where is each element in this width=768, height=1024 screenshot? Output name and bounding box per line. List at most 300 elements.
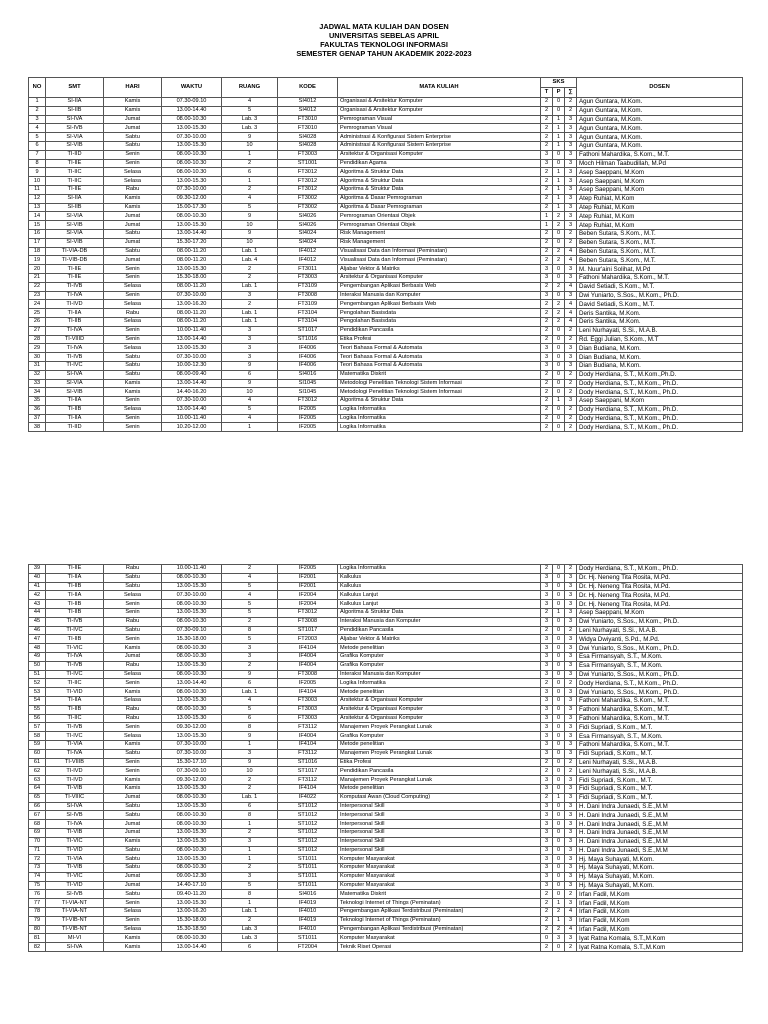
- cell-dosen: Dwi Yuniarto, S.Sos., M.Kom., Ph.D.: [577, 670, 743, 679]
- cell-mata-kuliah: Interpersonal Skill: [338, 820, 541, 829]
- cell-waktu: 08.00-10.30: [162, 652, 222, 661]
- cell-smt: TI-IVC: [46, 732, 104, 741]
- cell-sks-p: 2: [553, 247, 565, 256]
- cell-no: 51: [29, 670, 46, 679]
- cell-dosen: Irfan Fadil, M.Kom: [577, 899, 743, 908]
- cell-sks-t: 2: [541, 326, 553, 335]
- cell-sks-p: 2: [553, 282, 565, 291]
- table-row: [29, 282, 743, 291]
- cell-dosen: Fathoni Mahardika, S.Kom., M.T.: [577, 696, 743, 705]
- cell-dosen: Rd. Eggi Julian, S.Kom., M.T: [577, 335, 743, 344]
- cell-sks-p: 0: [553, 617, 565, 626]
- cell-kode: IF4010: [278, 925, 338, 934]
- cell-dosen: Beben Sutara, S.Kom., M.T.: [577, 247, 743, 256]
- cell-sks-t: 3: [541, 864, 553, 873]
- cell-kode: FT3008: [278, 617, 338, 626]
- header-university: UNIVERSITAS SEBELAS APRIL: [328, 31, 440, 40]
- cell-ruang: 4: [222, 696, 278, 705]
- cell-sks-p: 2: [553, 908, 565, 917]
- cell-sks-p: 3: [553, 934, 565, 943]
- cell-mata-kuliah: Administrasi & Konfigurasi Sistem Enterprise: [338, 141, 541, 150]
- cell-hari: Selasa: [104, 282, 162, 291]
- cell-sks-p: 0: [553, 661, 565, 670]
- table-row: [29, 679, 743, 688]
- cell-dosen: Hj. Maya Suhayati, M.Kom.: [577, 864, 743, 873]
- cell-sks-sum: 3: [565, 273, 577, 282]
- cell-kode: FT3012: [278, 168, 338, 177]
- cell-mata-kuliah: Teknik Riset Operasi: [338, 943, 541, 952]
- cell-no: 62: [29, 767, 46, 776]
- cell-sks-p: 0: [553, 291, 565, 300]
- table-row: [29, 300, 743, 309]
- cell-waktu: 09.00-12.30: [162, 872, 222, 881]
- cell-sks-t: 3: [541, 344, 553, 353]
- cell-dosen: Irfan Fadil, M.Kom: [577, 916, 743, 925]
- cell-sks-t: 2: [541, 908, 553, 917]
- cell-sks-p: 1: [553, 177, 565, 186]
- cell-waktu: 13.00-15.30: [162, 828, 222, 837]
- cell-ruang: 9: [222, 133, 278, 142]
- cell-sks-p: 0: [553, 837, 565, 846]
- cell-no: 10: [29, 177, 46, 186]
- cell-smt: TI-IIE: [46, 265, 104, 274]
- cell-waktu: 10.00-11.40: [162, 414, 222, 423]
- cell-sks-p: 1: [553, 133, 565, 142]
- document-header: [0, 22, 768, 58]
- table-row: [29, 635, 743, 644]
- cell-no: 34: [29, 388, 46, 397]
- cell-sks-sum: 2: [565, 758, 577, 767]
- table-row: [29, 899, 743, 908]
- cell-mata-kuliah: Kalkulus Lanjut: [338, 600, 541, 609]
- table-row: [29, 890, 743, 899]
- table-row: [29, 688, 743, 697]
- cell-kode: SI1045: [278, 388, 338, 397]
- cell-sks-sum: 4: [565, 300, 577, 309]
- cell-sks-t: 3: [541, 273, 553, 282]
- cell-dosen: Irfan Fadil, M.Kom: [577, 890, 743, 899]
- cell-hari: Selasa: [104, 925, 162, 934]
- cell-smt: TI-VIA: [46, 740, 104, 749]
- cell-ruang: 4: [222, 98, 278, 107]
- cell-sks-sum: 3: [565, 740, 577, 749]
- cell-sks-sum: 3: [565, 855, 577, 864]
- cell-kode: IF2001: [278, 582, 338, 591]
- cell-no: 61: [29, 758, 46, 767]
- cell-waktu: 08.00-10.30: [162, 864, 222, 873]
- cell-no: 46: [29, 626, 46, 635]
- cell-smt: MI-VI: [46, 934, 104, 943]
- cell-sks-t: 2: [541, 335, 553, 344]
- table-row: [29, 397, 743, 406]
- cell-no: 47: [29, 635, 46, 644]
- cell-sks-sum: 3: [565, 133, 577, 142]
- cell-smt: TI-IVB: [46, 617, 104, 626]
- cell-mata-kuliah: Teknologi Internet of Things (Peminatan): [338, 899, 541, 908]
- cell-waktu: 08.00-10.30: [162, 212, 222, 221]
- cell-mata-kuliah: Pendidikan Pancasila: [338, 326, 541, 335]
- cell-sks-sum: 2: [565, 767, 577, 776]
- cell-kode: IF4006: [278, 353, 338, 362]
- cell-smt: TI-IVB: [46, 282, 104, 291]
- cell-no: 66: [29, 802, 46, 811]
- table-row: [29, 177, 743, 186]
- cell-waktu: 13.00-15.30: [162, 608, 222, 617]
- cell-ruang: 8: [222, 723, 278, 732]
- cell-no: 50: [29, 661, 46, 670]
- cell-ruang: 3: [222, 335, 278, 344]
- cell-ruang: 3: [222, 353, 278, 362]
- cell-sks-sum: 3: [565, 221, 577, 230]
- cell-waktu: 07.30-10.00: [162, 591, 222, 600]
- cell-sks-t: 2: [541, 793, 553, 802]
- cell-dosen: Dody Herdiana, S.T., M.Kom., Ph.D.: [577, 423, 743, 432]
- cell-no: 76: [29, 890, 46, 899]
- cell-dosen: Dr. Hj. Neneng Tita Rosita, M.Pd.: [577, 591, 743, 600]
- table-row: [29, 124, 743, 133]
- cell-dosen: Fathoni Mahardika, S.Kom., M.T.: [577, 740, 743, 749]
- cell-smt: TI-VIC: [46, 644, 104, 653]
- cell-sks-t: 2: [541, 423, 553, 432]
- cell-hari: Senin: [104, 916, 162, 925]
- cell-kode: FT3112: [278, 776, 338, 785]
- cell-sks-t: 3: [541, 696, 553, 705]
- cell-smt: TI-VIIIC: [46, 793, 104, 802]
- cell-mata-kuliah: Pemrograman Visual: [338, 124, 541, 133]
- cell-smt: SI-IVA: [46, 802, 104, 811]
- cell-dosen: Beben Sutara, S.Kom., M.T.: [577, 229, 743, 238]
- cell-sks-sum: 3: [565, 573, 577, 582]
- cell-sks-sum: 3: [565, 600, 577, 609]
- cell-waktu: 13.00-16.20: [162, 908, 222, 917]
- cell-sks-t: 2: [541, 890, 553, 899]
- cell-kode: FT2003: [278, 635, 338, 644]
- cell-ruang: 2: [222, 300, 278, 309]
- cell-dosen: Dwi Yuniarto, S.Sos., M.Kom., Ph.D.: [577, 688, 743, 697]
- cell-hari: Jumat: [104, 652, 162, 661]
- cell-dosen: Asep Saeppani, M.Kom: [577, 185, 743, 194]
- cell-kode: ST1012: [278, 828, 338, 837]
- cell-waktu: 08.00-10.30: [162, 644, 222, 653]
- cell-sks-p: 0: [553, 573, 565, 582]
- cell-waktu: 07.30-09.10: [162, 626, 222, 635]
- cell-smt: TI-VIB: [46, 828, 104, 837]
- cell-ruang: 4: [222, 194, 278, 203]
- cell-mata-kuliah: Pengolahan Basisdata: [338, 309, 541, 318]
- cell-kode: ST1012: [278, 820, 338, 829]
- cell-sks-t: 2: [541, 388, 553, 397]
- cell-smt: TI-VIB-NT: [46, 925, 104, 934]
- cell-sks-sum: 3: [565, 159, 577, 168]
- cell-sks-sum: 4: [565, 282, 577, 291]
- cell-dosen: M. Nuur'aini Solihat, M.Pd: [577, 265, 743, 274]
- cell-ruang: 1: [222, 899, 278, 908]
- cell-no: 69: [29, 828, 46, 837]
- cell-smt: SI-VIA: [46, 379, 104, 388]
- cell-smt: TI-IVA: [46, 344, 104, 353]
- cell-sks-p: 0: [553, 811, 565, 820]
- cell-kode: IF2004: [278, 600, 338, 609]
- cell-ruang: 1: [222, 150, 278, 159]
- cell-mata-kuliah: Interaksi Manusia dan Komputer: [338, 291, 541, 300]
- table-row: [29, 661, 743, 670]
- cell-smt: SI-IVA: [46, 943, 104, 952]
- cell-smt: TI-IVA: [46, 291, 104, 300]
- cell-sks-sum: 2: [565, 98, 577, 107]
- cell-mata-kuliah: Pendidikan Pancasila: [338, 626, 541, 635]
- cell-no: 14: [29, 212, 46, 221]
- cell-hari: Kamis: [104, 98, 162, 107]
- cell-mata-kuliah: Visualisasi Data dan Informasi (Peminatan): [338, 256, 541, 265]
- cell-hari: Senin: [104, 273, 162, 282]
- cell-hari: Rabu: [104, 714, 162, 723]
- cell-dosen: Esa Firmansyah, S.T., M.Kom.: [577, 652, 743, 661]
- cell-hari: Rabu: [104, 705, 162, 714]
- cell-no: 15: [29, 221, 46, 230]
- cell-no: 1: [29, 98, 46, 107]
- cell-kode: IF2004: [278, 591, 338, 600]
- cell-hari: Sabtu: [104, 353, 162, 362]
- cell-mata-kuliah: Teori Bahasa Formal & Automata: [338, 344, 541, 353]
- cell-sks-p: 0: [553, 635, 565, 644]
- cell-waktu: 15.30-18.00: [162, 916, 222, 925]
- cell-sks-sum: 3: [565, 644, 577, 653]
- cell-waktu: 08.00-09.40: [162, 370, 222, 379]
- cell-ruang: 2: [222, 185, 278, 194]
- cell-dosen: Asep Saeppani, M.Kom: [577, 177, 743, 186]
- cell-smt: TI-IIC: [46, 679, 104, 688]
- cell-kode: SI4024: [278, 229, 338, 238]
- cell-mata-kuliah: Manajemen Proyek Perangkat Lunak: [338, 749, 541, 758]
- cell-smt: TI-IVA: [46, 820, 104, 829]
- table-row: [29, 608, 743, 617]
- cell-hari: Sabtu: [104, 573, 162, 582]
- cell-waktu: 10.20-12.00: [162, 423, 222, 432]
- cell-sks-t: 2: [541, 758, 553, 767]
- cell-sks-sum: 2: [565, 423, 577, 432]
- cell-sks-t: 2: [541, 916, 553, 925]
- cell-smt: SI-IIB: [46, 203, 104, 212]
- cell-ruang: 5: [222, 582, 278, 591]
- cell-ruang: 3: [222, 749, 278, 758]
- cell-ruang: 2: [222, 565, 278, 574]
- cell-sks-p: 1: [553, 124, 565, 133]
- cell-sks-p: 2: [553, 317, 565, 326]
- table-row: [29, 811, 743, 820]
- cell-hari: Jumat: [104, 820, 162, 829]
- cell-sks-sum: 3: [565, 793, 577, 802]
- cell-mata-kuliah: Kalkulus Lanjut: [338, 591, 541, 600]
- table-row: [29, 273, 743, 282]
- cell-mata-kuliah: Pengembangan Aplikasi Berbasis Web: [338, 282, 541, 291]
- cell-sks-sum: 4: [565, 925, 577, 934]
- cell-sks-sum: 2: [565, 335, 577, 344]
- cell-hari: Kamis: [104, 194, 162, 203]
- cell-no: 82: [29, 943, 46, 952]
- cell-dosen: Atep Ruhiat, M.Kom: [577, 194, 743, 203]
- cell-waktu: 08.00-10.30: [162, 793, 222, 802]
- cell-smt: TI-IIB: [46, 582, 104, 591]
- cell-mata-kuliah: Arsitektur & Organisasi Komputer: [338, 714, 541, 723]
- cell-waktu: 10.00-12.30: [162, 361, 222, 370]
- cell-mata-kuliah: Logika Informatika: [338, 405, 541, 414]
- cell-mata-kuliah: Pengolahan Basisdata: [338, 317, 541, 326]
- cell-waktu: 13.00-15.30: [162, 124, 222, 133]
- cell-sks-sum: 3: [565, 168, 577, 177]
- cell-sks-sum: 3: [565, 784, 577, 793]
- cell-dosen: Asep Saeppani, M.Kom: [577, 397, 743, 406]
- cell-mata-kuliah: Grafika Komputer: [338, 732, 541, 741]
- cell-waktu: 15.30-18.00: [162, 273, 222, 282]
- cell-no: 32: [29, 370, 46, 379]
- cell-sks-p: 0: [553, 740, 565, 749]
- cell-waktu: 07.30-10.00: [162, 749, 222, 758]
- cell-sks-t: 2: [541, 115, 553, 124]
- cell-sks-t: 3: [541, 749, 553, 758]
- cell-dosen: David Setiadi, S.Kom., M.T.: [577, 282, 743, 291]
- cell-dosen: Irfan Fadil, M.Kom: [577, 925, 743, 934]
- cell-kode: IF4006: [278, 361, 338, 370]
- cell-dosen: Dody Herdiana, S.T., M.Kom., Ph.D.: [577, 679, 743, 688]
- cell-kode: IF4019: [278, 916, 338, 925]
- cell-ruang: 4: [222, 414, 278, 423]
- cell-sks-t: 2: [541, 168, 553, 177]
- cell-smt: TI-IVA: [46, 326, 104, 335]
- cell-smt: TI-IIA: [46, 309, 104, 318]
- cell-sks-t: 1: [541, 221, 553, 230]
- cell-kode: IF4104: [278, 688, 338, 697]
- cell-hari: Jumat: [104, 124, 162, 133]
- cell-no: 25: [29, 309, 46, 318]
- cell-sks-sum: 3: [565, 608, 577, 617]
- cell-no: 4: [29, 124, 46, 133]
- cell-mata-kuliah: Pendidikan Agama: [338, 159, 541, 168]
- cell-ruang: 6: [222, 168, 278, 177]
- cell-mata-kuliah: Algoritma & Dasar Pemrograman: [338, 194, 541, 203]
- cell-hari: Jumat: [104, 881, 162, 890]
- cell-sks-sum: 3: [565, 916, 577, 925]
- cell-no: 28: [29, 335, 46, 344]
- col-header-smt: SMT: [46, 78, 104, 98]
- cell-sks-t: 2: [541, 185, 553, 194]
- cell-ruang: 8: [222, 626, 278, 635]
- cell-sks-p: 0: [553, 749, 565, 758]
- cell-ruang: 9: [222, 670, 278, 679]
- table-row: [29, 115, 743, 124]
- cell-dosen: Agun Guntara, M.Kom.: [577, 141, 743, 150]
- cell-smt: TI-VID: [46, 846, 104, 855]
- cell-waktu: 09.30-12.00: [162, 776, 222, 785]
- table-row: [29, 749, 743, 758]
- cell-ruang: Lab. 3: [222, 934, 278, 943]
- cell-ruang: Lab. 1: [222, 309, 278, 318]
- table-row: [29, 379, 743, 388]
- cell-sks-t: 3: [541, 582, 553, 591]
- cell-waktu: 08.00-11.20: [162, 309, 222, 318]
- cell-sks-t: 2: [541, 317, 553, 326]
- cell-smt: TI-VIB: [46, 864, 104, 873]
- cell-smt: TI-IIA: [46, 696, 104, 705]
- cell-hari: Sabtu: [104, 811, 162, 820]
- cell-dosen: Irfan Fadil, M.Kom: [577, 908, 743, 917]
- cell-sks-p: 0: [553, 767, 565, 776]
- cell-ruang: Lab. 3: [222, 124, 278, 133]
- table-row: [29, 229, 743, 238]
- table-row: [29, 670, 743, 679]
- cell-dosen: Iyat Ratna Komala, S.T.,M.Kom: [577, 943, 743, 952]
- cell-sks-p: 0: [553, 679, 565, 688]
- table-row: [29, 881, 743, 890]
- cell-smt: TI-IIA: [46, 397, 104, 406]
- cell-sks-p: 0: [553, 591, 565, 600]
- cell-hari: Sabtu: [104, 582, 162, 591]
- table-row: [29, 600, 743, 609]
- cell-ruang: 3: [222, 291, 278, 300]
- cell-sks-p: 0: [553, 626, 565, 635]
- cell-sks-p: 0: [553, 370, 565, 379]
- cell-waktu: 13.00-15.30: [162, 177, 222, 186]
- cell-no: 45: [29, 617, 46, 626]
- cell-sks-t: 2: [541, 282, 553, 291]
- col-header-no: NO: [29, 78, 46, 98]
- cell-sks-t: 2: [541, 300, 553, 309]
- cell-sks-p: 0: [553, 802, 565, 811]
- col-header-kode: KODE: [278, 78, 338, 98]
- table-row: [29, 793, 743, 802]
- cell-hari: Sabtu: [104, 846, 162, 855]
- cell-sks-p: 0: [553, 582, 565, 591]
- schedule-table-part-2: [28, 564, 743, 952]
- cell-kode: SI4026: [278, 212, 338, 221]
- cell-sks-p: 0: [553, 652, 565, 661]
- cell-ruang: 2: [222, 159, 278, 168]
- cell-ruang: 8: [222, 890, 278, 899]
- cell-sks-t: 3: [541, 353, 553, 362]
- cell-no: 31: [29, 361, 46, 370]
- cell-sks-p: 0: [553, 696, 565, 705]
- cell-smt: SI-IIA: [46, 98, 104, 107]
- cell-mata-kuliah: Komputasi Awan (Cloud Computing): [338, 793, 541, 802]
- cell-ruang: 9: [222, 758, 278, 767]
- cell-kode: FT3012: [278, 608, 338, 617]
- cell-no: 19: [29, 256, 46, 265]
- cell-ruang: 5: [222, 881, 278, 890]
- cell-waktu: 08.00-11.20: [162, 247, 222, 256]
- cell-dosen: Dr. Hj. Neneng Tita Rosita, M.Pd.: [577, 573, 743, 582]
- cell-dosen: Dian Budiana, M.Kom.: [577, 344, 743, 353]
- cell-dosen: Dody Herdiana, S.T., M.Kom., Ph.D.: [577, 388, 743, 397]
- cell-hari: Sabtu: [104, 229, 162, 238]
- cell-kode: ST1011: [278, 872, 338, 881]
- cell-hari: Kamis: [104, 740, 162, 749]
- cell-smt: SI-IVB: [46, 124, 104, 133]
- cell-no: 8: [29, 159, 46, 168]
- cell-sks-sum: 2: [565, 565, 577, 574]
- cell-mata-kuliah: Pengembangan Aplikasi Terdistribusi (Peminatan): [338, 925, 541, 934]
- cell-kode: FT3003: [278, 696, 338, 705]
- cell-hari: Rabu: [104, 309, 162, 318]
- cell-sks-sum: 4: [565, 317, 577, 326]
- cell-waktu: 08.00-10.30: [162, 688, 222, 697]
- cell-dosen: H. Dani Indra Junaedi, S.E.,M.M: [577, 828, 743, 837]
- cell-hari: Kamis: [104, 688, 162, 697]
- cell-no: 2: [29, 106, 46, 115]
- table-row: [29, 265, 743, 274]
- cell-ruang: 5: [222, 600, 278, 609]
- table-row: [29, 864, 743, 873]
- cell-ruang: Lab. 1: [222, 688, 278, 697]
- cell-sks-p: 0: [553, 670, 565, 679]
